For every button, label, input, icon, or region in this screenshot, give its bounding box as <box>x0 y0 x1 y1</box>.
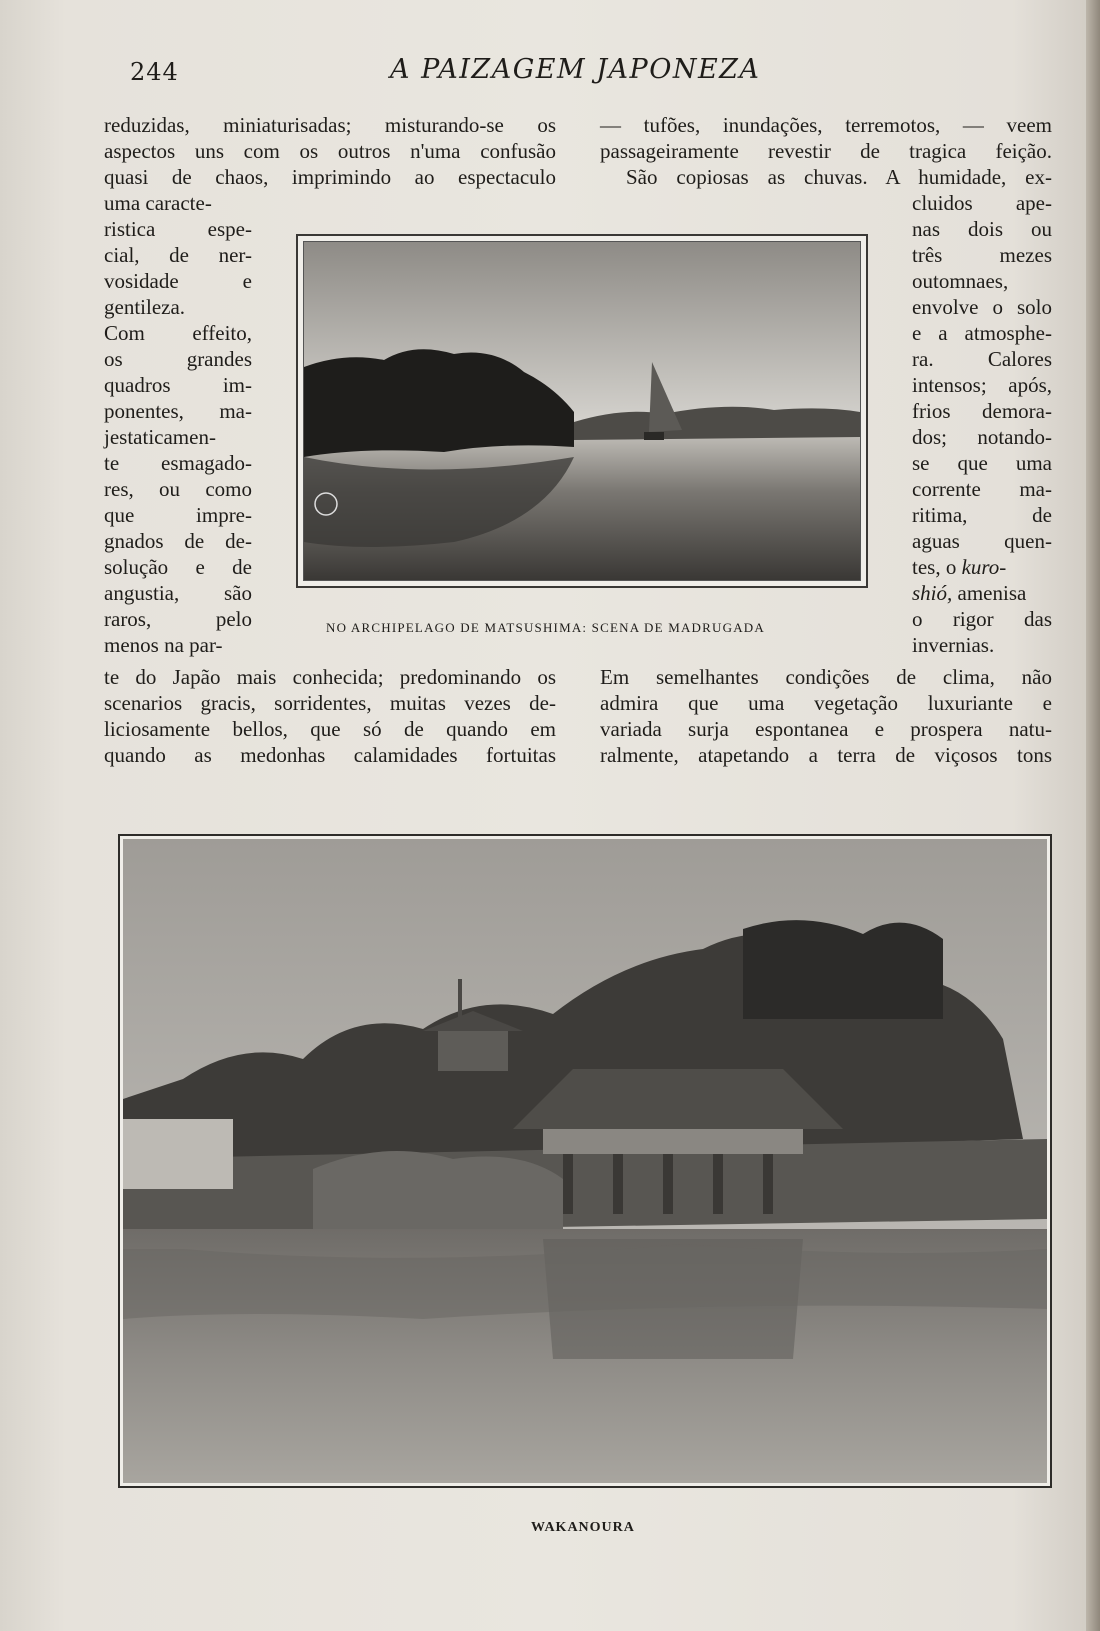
italic-word: kuro- <box>961 555 1007 579</box>
left-text-line: quasi de chaos, imprimindo ao espectaculo <box>104 165 556 189</box>
book-spine-shadow <box>1086 0 1100 1631</box>
right-text-line <box>912 580 1052 606</box>
right-text-line: o rigor das <box>912 607 1052 631</box>
left-text-line: Com effeito, <box>104 321 252 345</box>
right-text-line: ra. Calores <box>912 347 1052 371</box>
running-title: A PAIZAGEM JAPONEZA <box>390 54 761 85</box>
left-text-line: scenarios gracis, sorridentes, muitas vezes de- <box>104 691 556 715</box>
left-text-line: angustia, são <box>104 581 252 605</box>
right-text-line: invernias. <box>912 633 995 657</box>
left-text-line: te do Japão mais conhecida; predominando os <box>104 665 556 689</box>
right-text-line: intensos; após, <box>912 373 1052 397</box>
right-text-line: — tufões, inundações, terremotos, — veem <box>600 113 1052 137</box>
right-text-line: ritima, de <box>912 503 1052 527</box>
photo1-caption: NO ARCHIPELAGO DE MATSUSHIMA: SCENA DE MADRUGADA <box>326 620 765 635</box>
left-text-line: uma caracte- <box>104 191 212 215</box>
right-text-line: frios demora- <box>912 399 1052 423</box>
right-text-line: cluidos ape- <box>912 191 1052 215</box>
right-text-line: ralmente, atapetando a terra de viçosos tons <box>600 743 1052 767</box>
right-text-line: passageiramente revestir de tragica feição. <box>600 139 1052 163</box>
left-text-line: gnados de de- <box>104 529 252 553</box>
left-text-line: que impre- <box>104 503 252 527</box>
left-text-line: ponentes, ma- <box>104 399 252 423</box>
right-text-line: São copiosas as chuvas. A humidade, ex- <box>626 165 1052 189</box>
left-text-line: gentileza. <box>104 295 186 319</box>
left-text-line: ristica espe- <box>104 217 252 241</box>
wakanoura-photo-image <box>123 839 1047 1483</box>
right-text-line: três mezes <box>912 243 1052 267</box>
left-text-line: solução e de <box>104 555 252 579</box>
left-text-line: reduzidas, miniaturisadas; misturando-se os <box>104 113 556 137</box>
right-text-line: e a atmosphe- <box>912 321 1052 345</box>
right-text-line: nas dois ou <box>912 217 1052 241</box>
left-text-line: res, ou como <box>104 477 252 501</box>
photo2-caption: WAKANOURA <box>531 1520 635 1535</box>
right-text-line: outomnaes, <box>912 269 1009 293</box>
wakanoura-photo <box>118 834 1052 1488</box>
matsushima-photo <box>296 234 868 588</box>
right-text-line: admira que uma vegetação luxuriante e <box>600 691 1052 715</box>
left-text-line: aspectos uns com os outros n'uma confusão <box>104 139 556 163</box>
italic-word: shió, <box>912 581 953 605</box>
right-text-line: envolve o solo <box>912 295 1052 319</box>
left-text-line: cial, de ner- <box>104 243 252 267</box>
left-text-line: quadros im- <box>104 373 252 397</box>
left-text-line: jestaticamen- <box>104 425 216 449</box>
matsushima-photo-image <box>303 241 861 581</box>
left-text-line: os grandes <box>104 347 252 371</box>
right-text-fragment: amenisa <box>952 581 1027 605</box>
right-text-line: dos; notando- <box>912 425 1052 449</box>
right-text-line: aguas quen- <box>912 529 1052 553</box>
left-text-line: vosidade e <box>104 269 252 293</box>
right-text-line: corrente ma- <box>912 477 1052 501</box>
right-text-line: se que uma <box>912 451 1052 475</box>
right-text-line <box>912 554 1052 580</box>
right-text-fragment: tes, o <box>912 555 957 579</box>
left-text-line: liciosamente bellos, que só de quando em <box>104 717 556 741</box>
left-text-line: te esmagado- <box>104 451 252 475</box>
left-text-line: raros, pelo <box>104 607 252 631</box>
right-text-line: Em semelhantes condições de clima, não <box>600 665 1052 689</box>
right-text-line: variada surja espontanea e prospera natu- <box>600 717 1052 741</box>
left-text-line: menos na par- <box>104 633 223 657</box>
page-number: 244 <box>130 58 179 86</box>
left-text-line: quando as medonhas calamidades fortuitas <box>104 743 556 767</box>
